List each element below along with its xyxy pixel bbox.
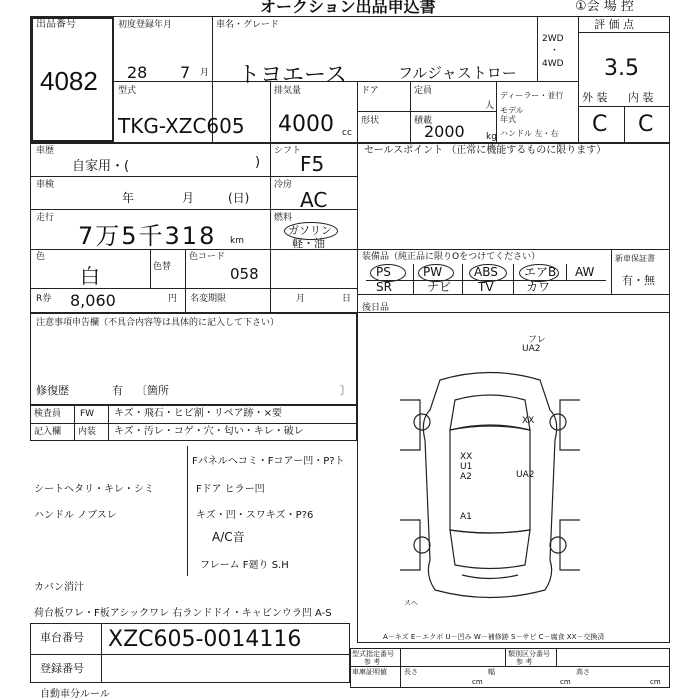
dealer-label: ディーラー・並行 [500,91,564,100]
door-label: ドア [361,86,379,96]
color-change-label: 色替 [153,262,172,272]
garage-cert-label: 車庫証明値 [352,668,387,676]
diagram-mark: A1 [460,512,472,522]
equip-aw: AW [575,265,595,279]
equip-tv: TV [478,280,494,294]
history-label: 車歴 [36,146,55,156]
handle-label: ハンドル 左・右 [500,129,559,138]
drive-4wd: 4WD [542,59,564,69]
note-line: Fパネルヘコミ・Fコアー凹・P?ト [192,456,345,467]
lot-label: 出品番号 [36,19,76,30]
note-line: フレーム F廻り S.H [200,560,289,571]
equip-ps: PS [376,265,391,279]
repair-close: 〕 [340,384,351,397]
car-name: トヨエース [238,63,347,88]
kg-unit: kg [486,132,497,142]
width-label: 幅 [488,668,495,676]
registration-label: 登録番号 [40,662,84,675]
first-reg-month: 7 [180,63,191,82]
recycle-label: R券 [36,294,52,304]
note-line: ハンドル ノブスレ [34,510,117,521]
repair-value: 有 [112,384,123,397]
equip-leather: カワ [526,280,551,294]
inspection-label: 車検 [36,180,55,190]
interior-grade: C [638,112,654,137]
ac-value: AC [300,188,328,212]
damage-legend: A－キズ E－エクボ U－凹み W－補修跡 S－サビ C－腐食 XX－交換済 [383,633,605,641]
history-close: ) [255,155,261,170]
chassis-value: XZC605-0014116 [108,627,302,652]
diagram-mark: スヘ [404,599,418,607]
later-label: 後日品 [362,303,390,313]
sales-point-label: セールスポイント （正常に機能するものに限ります） [364,145,607,156]
ref-label-1: 参 考 [364,658,381,666]
fuel-selection-circle [284,222,338,240]
inspection-year: 年 [122,191,135,205]
score-label: 評 価 点 [594,18,634,31]
cm-unit: cm [472,678,483,686]
footer-text: 自動車分ルール [40,689,110,700]
diagram-mark: XX U1 A2 [460,452,473,482]
color-value: 白 [80,264,100,288]
name-change-day: 日 [342,294,352,304]
month-unit: 月 [200,68,210,78]
inspection-day: (日) [228,191,250,205]
note-line: Fドア ヒラー凹 [196,484,265,495]
checklist-row1: キズ・飛石・ヒビ割・リペア跡・×要 [114,408,282,419]
drive-dot: ・ [550,46,560,56]
car-name-label: 車名・グレード [216,20,280,30]
fuel-petrol: ガソリン [288,224,332,237]
diagram-mark: UA2 [516,470,535,480]
fuel-diesel: 軽・油 [292,237,325,250]
note-line: キズ・凹・スワキズ・P?6 [196,510,314,521]
color-code-value: 058 [230,265,259,283]
fuel-label: 燃料 [274,213,293,223]
first-reg-label: 初度登録年月 [118,20,173,30]
cc-unit: cc [342,128,352,138]
equip-navi: ナビ [427,280,452,294]
note-line: カバン消汁 [34,582,84,593]
note-line: A/C音 [212,530,245,544]
shift-label: シフト [274,146,302,156]
model-spec-label: 型式指定番号 [352,650,394,658]
recycle-value: 8,060 [70,291,116,310]
length-label: 長さ [404,668,418,676]
equip-sr: SR [376,280,392,294]
name-change-month: 月 [296,294,306,304]
history-value: 自家用・( [72,159,130,174]
recycle-yen: 円 [168,294,178,304]
model-value: TKG-XZC605 [118,114,245,138]
color-code-label: 色コード [189,252,226,262]
equip-airbag: エアB [524,265,557,279]
car-grade: フルジャストロー [398,64,517,82]
exterior-grade: C [592,112,608,137]
score-value: 3.5 [604,56,639,81]
cm-unit: cm [560,678,571,686]
category-label: 類別区分番号 [508,650,550,658]
ac-label: 冷房 [274,180,293,190]
height-label: 高さ [576,668,590,676]
model-year-label: モデル年式 [500,106,524,124]
diagram-mark: XX [522,416,535,426]
mileage-label: 走行 [36,213,55,223]
lot-number: 4082 [40,66,98,96]
fw-label: FW [80,409,95,419]
km-unit: km [230,236,244,246]
drive-2wd: 2WD [542,34,564,44]
load-value: 2000 [424,122,465,141]
copy-label: ①会 場 控 [575,0,634,14]
diagram-mark: UA2 [522,344,541,354]
cm-unit: cm [650,678,661,686]
load-label: 積載 [414,116,433,126]
note-line: 荷台板ワレ・F板アシックワレ 右ランドドイ・キャビンウラ凹 A-S [34,608,332,619]
equipment-label: 装備品（純正品に限りOをつけてください） [362,252,541,262]
color-label: 色 [36,252,46,262]
displacement-label: 排気量 [274,86,302,96]
displacement-value: 4000 [278,112,334,137]
person-unit: 人 [485,101,495,111]
model-label: 型式 [118,86,137,96]
repair-part: 〔箇所 [136,384,169,397]
checklist-row2: キズ・汚レ・コゲ・穴・匂い・キレ・破レ [114,426,304,437]
equip-pw: PW [423,265,443,279]
inspector-label: 検査員 [34,409,62,419]
ref-label-2: 参 考 [516,658,533,666]
notes-label: 注意事項申告欄（不具合内容等は具体的に記入して下さい） [36,318,280,328]
exterior-label: 外 装 [582,91,608,104]
form-title: オークション出品申込書 [260,0,436,16]
warranty-value: 有・無 [622,274,655,287]
shift-value: F5 [300,152,325,176]
mileage-value: 7万5千318 [78,222,217,250]
note-line: シートヘタリ・キレ・シミ [34,484,154,495]
chassis-label: 車台番号 [40,631,84,644]
warranty-label: 新車保証書 [615,254,655,263]
repair-label: 修復歴 [36,384,69,397]
first-reg-year: 28 [127,63,148,82]
diagram-mark: フレ [528,335,546,345]
interior-label: 内 装 [628,91,654,104]
form-label: 形状 [361,116,380,126]
equip-abs: ABS [474,265,498,279]
recorder-label: 記入欄 [34,427,62,437]
interior-check-label: 内装 [78,427,97,437]
capacity-label: 定員 [414,86,433,96]
inspection-month: 月 [182,191,195,205]
name-change-label: 名変期限 [190,294,227,304]
vehicle-damage-diagram [400,360,580,610]
